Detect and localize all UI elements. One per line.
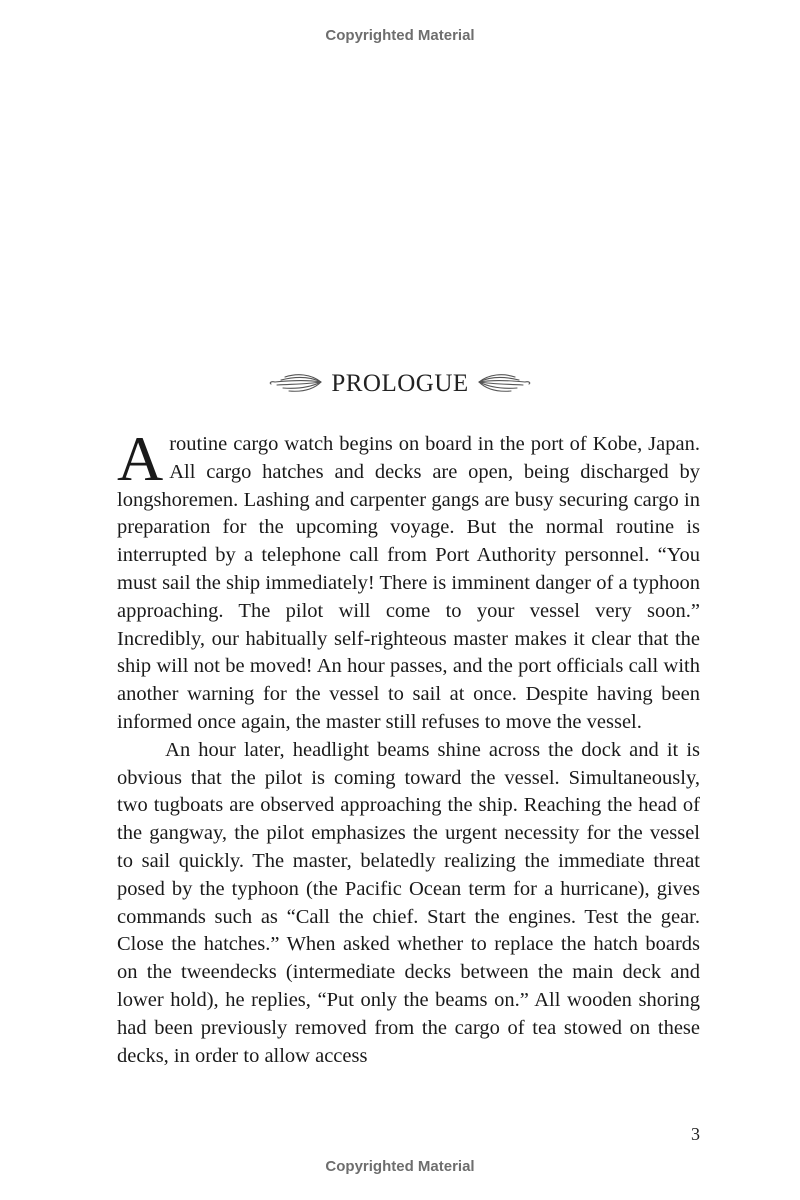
paragraph-1 — [117, 423, 700, 737]
chapter-heading — [0, 370, 800, 398]
drop-cap: A — [117, 423, 164, 494]
paragraph-1-text: routine cargo watch begins on board in the port of Kobe, Japan. All cargo hatches and decks are open, being discharged by longshoremen. Lashing and carpenter gangs are busy securing cargo in preparation for the upcoming voyage. But the normal routine is interrupted by a telephone call from Port Authority personnel. “You must sail the ship immediately! There is imminent danger of a typhoon approaching. The pilot will come to your vessel very soon.” Incredibly, our habitually self-righteous master makes it clear that the ship will not be moved! An hour passes, and the port officials call with another warning for the vessel to sail at once. Despite having been informed once again, the master still refuses to move the vessel. — [117, 433, 700, 733]
paragraph-2: An hour later, headlight beams shine across the dock and it is obvious that the pilot is coming toward the vessel. Simultaneously, two tugboats are observed approaching the ship. Reaching the head of the gangway, the pilot emphasizes the urgent necessity for the vessel to sail quickly. The master, belatedly realizing the immediate threat posed by the typhoon (the Pacific Ocean term for a hurricane), gives commands such as “Call the chief. Start the engines. Test the gear. Close the hatches.” When asked whether to replace the hatch boards on the tweendecks (intermediate decks between the main deck and lower hold), he replies, “Put only the beams on.” All wooden shoring had been previously removed from the cargo of tea stowed on these decks, in order to allow access — [117, 738, 700, 1067]
chapter-title: PROLOGUE — [331, 370, 469, 397]
body-text — [117, 423, 700, 1070]
copyright-header: Copyrighted Material — [325, 27, 475, 44]
wing-flourish-left-icon — [267, 371, 323, 398]
page-number: 3 — [691, 1124, 700, 1144]
copyright-footer: Copyrighted Material — [325, 1158, 475, 1175]
wing-flourish-right-icon — [477, 371, 533, 398]
